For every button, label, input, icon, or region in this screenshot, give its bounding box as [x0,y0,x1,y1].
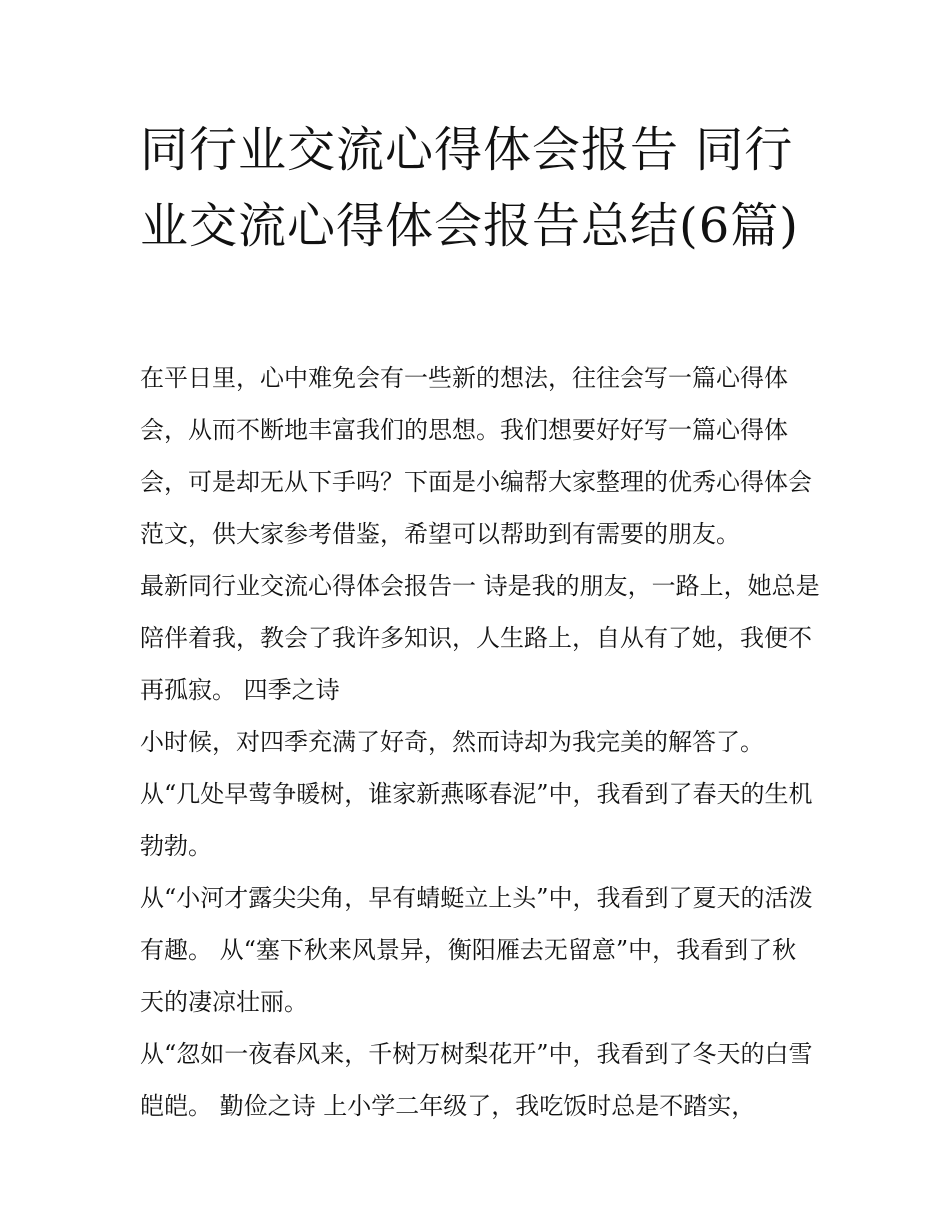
paragraph-report-one: 最新同行业交流心得体会报告一 诗是我的朋友，一路上，她总是陪伴着我，教会了我许多知识，人生路上，自从有了她，我便不再孤寂。 四季之诗 [140,572,820,704]
paragraph-summer-autumn: 从“小河才露尖尖角，早有蜻蜓立上头”中，我看到了夏天的活泼有趣。 从“塞下秋来风景异，衡阳雁去无留意”中，我看到了秋天的凄凉壮丽。 [140,884,813,1016]
document-title: 同行业交流心得体会报告 同行业交流心得体会报告总结(6篇) [140,122,799,254]
document-body [140,352,820,1132]
paragraph-winter: 从“忽如一夜春风来，千树万树梨花开”中，我看到了冬天的白雪皑皑。 勤俭之诗 上小学二年级了，我吃饭时总是不踏实， [140,1040,813,1120]
paragraph-childhood: 小时候，对四季充满了好奇，然而诗却为我完美的解答了。 [140,728,764,756]
paragraph-intro: 在平日里，心中难免会有一些新的想法，往往会写一篇心得体会，从而不断地丰富我们的思想。我们想要好好写一篇心得体会，可是却无从下手吗？下面是小编帮大家整理的优秀心得体会范文，供大家参考借鉴，希望可以帮助到有需要的朋友。 [140,364,812,548]
paragraph-spring: 从“几处早莺争暖树，谁家新燕啄春泥”中，我看到了春天的生机勃勃。 [140,780,813,860]
